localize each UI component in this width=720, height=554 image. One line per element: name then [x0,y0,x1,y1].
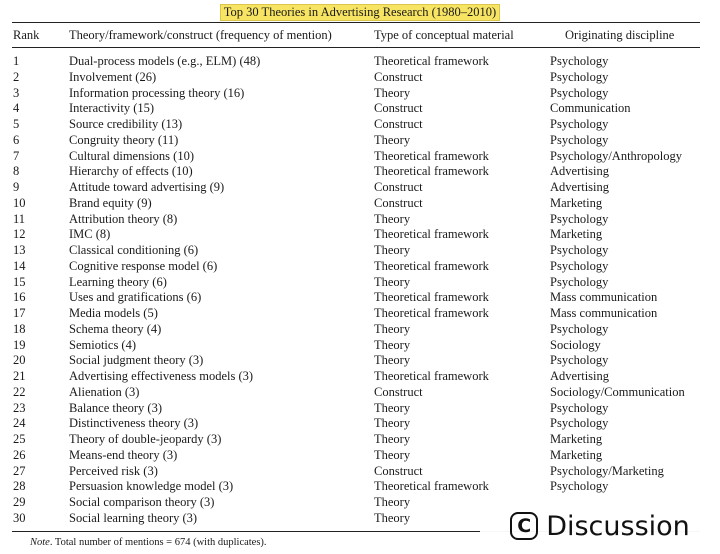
cell-type: Theory [374,132,411,147]
cell-discipline: Psychology [550,54,609,68]
cell-theory: Hierarchy of effects (10) [69,164,193,179]
cell-rank: 23 [13,400,26,415]
cell-theory: Involvement (26) [69,69,157,84]
cell-type: Theory [374,211,411,226]
table-row [0,54,720,70]
cell-discipline: Psychology [550,479,609,494]
cell-theory: Dual-process models (e.g., ELM) (48) [69,54,261,68]
cell-discipline: Psychology [550,321,609,336]
cell-rank: 28 [13,479,26,494]
cell-theory: Uses and gratifications (6) [69,290,202,305]
table-row [0,180,720,196]
cell-type: Theoretical framework [374,290,489,305]
cell-theory: Congruity theory (11) [69,132,179,147]
cell-discipline: Psychology [550,416,609,431]
cell-rank: 24 [13,416,26,431]
cell-discipline: Marketing [550,432,603,446]
cell-theory: Media models (5) [69,306,158,320]
cell-discipline: Marketing [550,195,603,210]
table-row [0,275,720,291]
cell-rank: 7 [13,148,20,163]
cell-theory: Distinctiveness theory (3) [69,416,199,431]
cell-theory: Persuasion knowledge model (3) [69,479,234,494]
cell-rank: 12 [13,227,26,242]
cell-rank: 1 [13,54,20,68]
cell-theory: Social comparison theory (3) [69,495,215,509]
table-row [0,164,720,180]
cell-type: Theory [374,416,411,431]
cell-rank: 3 [13,85,20,100]
cell-rank: 9 [13,180,20,194]
cell-theory: Means-end theory (3) [69,447,178,462]
table-row [0,86,720,102]
cell-theory: Theory of double-jeopardy (3) [69,432,222,446]
cell-discipline: Psychology/Anthropology [550,148,682,163]
cell-discipline: Mass communication [550,290,658,305]
cell-type: Construct [374,117,423,131]
cell-theory: Attitude toward advertising (9) [69,180,225,194]
cell-rank: 29 [13,495,26,509]
cell-type: Theory [374,353,411,368]
cell-rank: 4 [13,101,20,116]
cell-theory: Alienation (3) [69,384,140,399]
cell-theory: Perceived risk (3) [69,463,158,478]
cell-rank: 17 [13,306,26,320]
cell-type: Theoretical framework [374,479,489,494]
table-row [0,212,720,228]
cell-discipline: Mass communication [550,306,658,320]
table-row [0,322,720,338]
cell-theory: Interactivity (15) [69,101,155,116]
cell-discipline: Advertising [550,164,610,179]
top-rule [12,22,700,23]
table-body [0,54,720,527]
cell-type: Theoretical framework [374,164,489,179]
table-caption [0,3,720,21]
cell-type: Theoretical framework [374,369,489,383]
cell-theory: Social learning theory (3) [69,510,198,525]
cell-discipline: Psychology/Marketing [550,463,664,478]
table-row [0,464,720,480]
header-type: Type of conceptual material [374,28,514,42]
cell-theory: Semiotics (4) [69,337,137,352]
table-row [0,133,720,149]
cell-rank: 6 [13,132,20,147]
cell-type: Theory [374,495,411,509]
cell-theory: Cultural dimensions (10) [69,148,194,163]
cell-theory: Social judgment theory (3) [69,353,204,368]
cell-type: Theory [374,510,411,525]
table-row [0,385,720,401]
table-row [0,369,720,385]
table-row [0,306,720,322]
header-theory: Theory/framework/construct (frequency of mention) [69,28,332,42]
table-row [0,479,720,495]
cell-discipline: Psychology [550,117,609,131]
cell-type: Theory [374,400,411,415]
table-row [0,259,720,275]
cell-rank: 18 [13,321,26,336]
cell-theory: Cognitive response model (6) [69,258,218,273]
cell-discipline: Psychology [550,258,609,273]
cell-theory: IMC (8) [69,227,111,242]
cell-rank: 25 [13,432,26,446]
header-discipline: Originating discipline [565,28,675,42]
cell-discipline: Psychology [550,400,609,415]
table-row [0,432,720,448]
table-row [0,117,720,133]
table-row [0,243,720,259]
cell-rank: 11 [13,211,26,226]
header-rank: Rank [13,28,40,42]
cell-type: Theory [374,243,411,257]
cell-type: Theory [374,321,411,336]
table-row [0,70,720,86]
cell-discipline: Psychology [550,69,609,84]
cell-type: Construct [374,101,423,116]
cell-theory: Classical conditioning (6) [69,243,199,257]
table-note [30,536,267,550]
cell-discipline: Psychology [550,243,609,257]
cell-rank: 27 [13,463,26,478]
cell-rank: 21 [13,369,26,383]
cell-theory: Schema theory (4) [69,321,162,336]
note-label: Note [30,537,50,548]
cell-discipline: Psychology [550,132,609,147]
cell-theory: Advertising effectiveness models (3) [69,369,254,383]
cell-type: Theoretical framework [374,258,489,273]
discussion-icon: C [510,512,538,540]
cell-theory: Information processing theory (16) [69,85,245,100]
cell-type: Construct [374,69,423,84]
cell-theory: Balance theory (3) [69,400,163,415]
cell-rank: 16 [13,290,26,305]
cell-rank: 30 [13,510,26,525]
note-text: . Total number of mentions = 674 (with duplicates). [49,537,267,548]
cell-rank: 2 [13,69,20,84]
cell-rank: 19 [13,337,26,352]
cell-discipline: Sociology/Communication [550,384,685,399]
table-row [0,290,720,306]
cell-rank: 26 [13,447,26,462]
cell-rank: 10 [13,195,26,210]
cell-type: Theoretical framework [374,306,489,320]
cell-theory: Source credibility (13) [69,117,183,131]
cell-type: Theory [374,85,411,100]
table-row [0,149,720,165]
cell-type: Theoretical framework [374,227,489,242]
cell-type: Construct [374,195,423,210]
cell-theory: Learning theory (6) [69,274,167,289]
cell-discipline: Advertising [550,180,610,194]
cell-type: Construct [374,463,423,478]
table-row [0,353,720,369]
table-row [0,416,720,432]
table-row [0,338,720,354]
cell-type: Theory [374,432,411,446]
cell-discipline: Psychology [550,353,609,368]
cell-type: Construct [374,180,423,194]
header-rule [12,47,700,48]
discussion-badge[interactable] [480,498,720,554]
table-row [0,101,720,117]
cell-rank: 15 [13,274,26,289]
cell-rank: 13 [13,243,26,257]
cell-rank: 5 [13,117,20,131]
cell-discipline: Marketing [550,227,603,242]
cell-discipline: Communication [550,101,631,116]
cell-theory: Attribution theory (8) [69,211,178,226]
cell-type: Theoretical framework [374,148,489,163]
table-title: Top 30 Theories in Advertising Research (1980–2010) [220,4,500,21]
table-row [0,196,720,212]
table-row [0,401,720,417]
cell-rank: 14 [13,258,26,273]
cell-discipline: Psychology [550,211,609,226]
cell-rank: 20 [13,353,26,368]
discussion-label: Discussion [546,510,690,542]
cell-type: Construct [374,384,423,399]
cell-discipline: Psychology [550,85,609,100]
cell-discipline: Psychology [550,274,609,289]
table-row [0,448,720,464]
cell-rank: 22 [13,384,26,399]
cell-type: Theory [374,447,411,462]
cell-type: Theory [374,274,411,289]
cell-theory: Brand equity (9) [69,195,152,210]
cell-discipline: Marketing [550,447,603,462]
cell-rank: 8 [13,164,20,179]
table-row [0,227,720,243]
cell-type: Theoretical framework [374,54,489,68]
cell-type: Theory [374,337,411,352]
cell-discipline: Sociology [550,337,601,352]
cell-discipline: Advertising [550,369,610,383]
